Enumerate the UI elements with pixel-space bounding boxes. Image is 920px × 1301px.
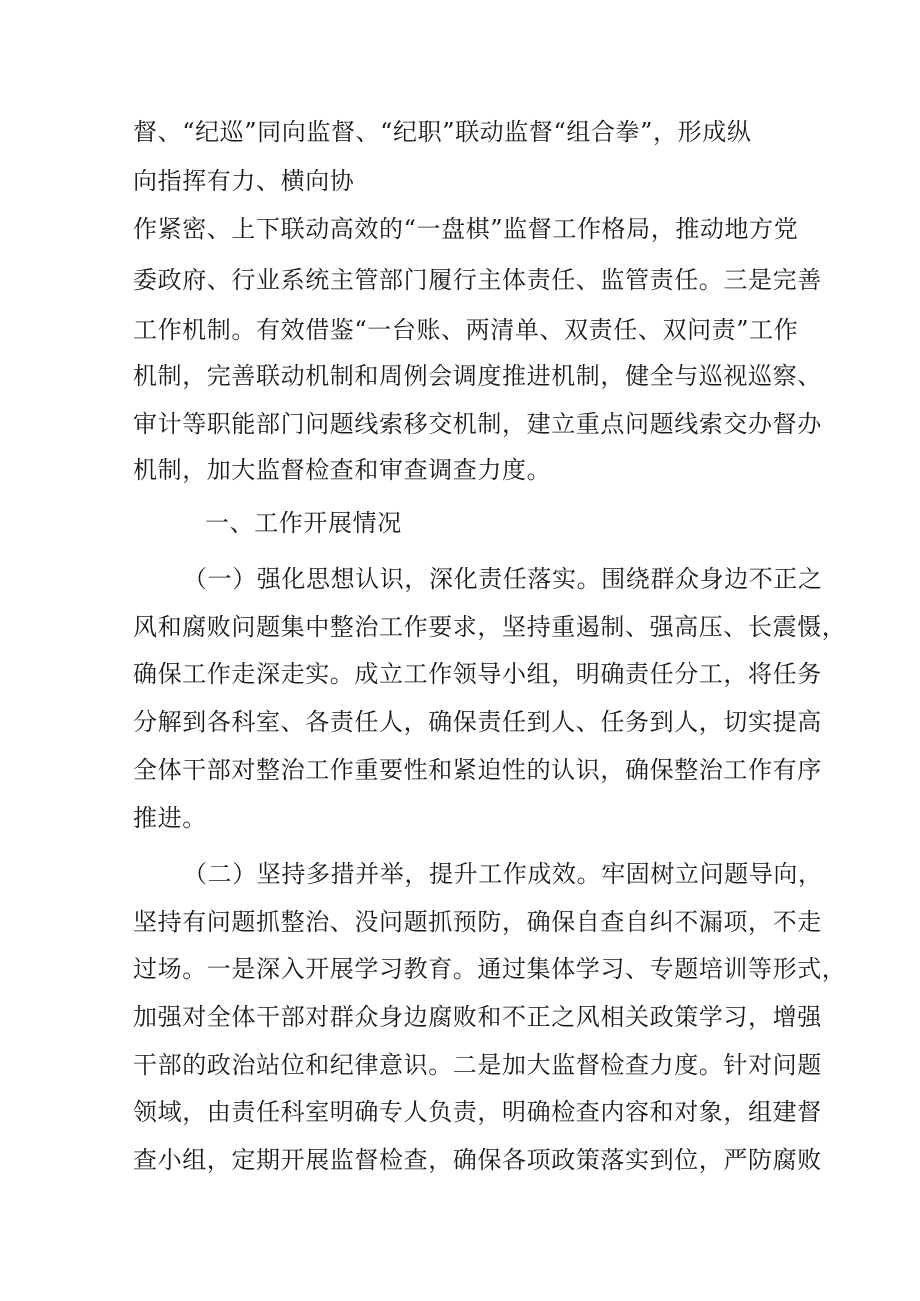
body-text-line: 督、“纪巡”同向监督、“纪职”联动监督“组合拳”，形成纵 (133, 118, 752, 146)
body-text-line: 领域，由责任科室明确专人负责，明确检查内容和对象，组建督 (133, 1098, 822, 1126)
body-text-line: 风和腐败问题集中整治工作要求，坚持重遏制、强高压、长震慑， (133, 613, 847, 641)
section-heading: 一、工作开展情况 (205, 509, 402, 537)
body-text-line: 推进。 (133, 804, 207, 832)
body-text-line: 作紧密、上下联动高效的“一盘棋”监督工作格局，推动地方党 (133, 215, 799, 243)
body-text-line: 过场。一是深入开展学习教育。通过集体学习、专题培训等形式， (133, 955, 847, 983)
body-text-line: 向指挥有力、横向协 (133, 167, 355, 195)
body-text-line: 分解到各科室、各责任人，确保责任到人、任务到人，切实提高 (133, 708, 822, 736)
body-text-line: 加强对全体干部对群众身边腐败和不正之风相关政策学习，增强 (133, 1003, 822, 1031)
subsection-heading-line: （一）强化思想认识，深化责任落实。围绕群众身边不正之 (183, 565, 823, 593)
body-text-line: 工作机制。有效借鉴“一台账、两清单、双责任、双问责”工作 (133, 316, 799, 344)
subsection-heading-line: （二）坚持多措并举，提升工作成效。牢固树立问题导向， (183, 860, 823, 888)
body-text-line: 委政府、行业系统主管部门履行主体责任、监管责任。三是完善 (133, 266, 822, 294)
body-text-line: 确保工作走深走实。成立工作领导小组，明确责任分工，将任务 (133, 660, 822, 688)
body-text-line: 机制，完善联动机制和周例会调度推进机制，健全与巡视巡察、 (133, 362, 822, 390)
body-text-line: 查小组，定期开展监督检查，确保各项政策落实到位，严防腐败 (133, 1146, 822, 1174)
body-text-line: 干部的政治站位和纪律意识。二是加大监督检查力度。针对问题 (133, 1051, 822, 1079)
body-text-line: 全体干部对整治工作重要性和紧迫性的认识，确保整治工作有序 (133, 756, 822, 784)
body-text-line: 审计等职能部门问题线索移交机制，建立重点问题线索交办督办 (133, 410, 822, 438)
body-text-line: 机制，加大监督检查和审查调查力度。 (133, 456, 552, 484)
body-text-line: 坚持有问题抓整治、没问题抓预防，确保自查自纠不漏项，不走 (133, 908, 822, 936)
